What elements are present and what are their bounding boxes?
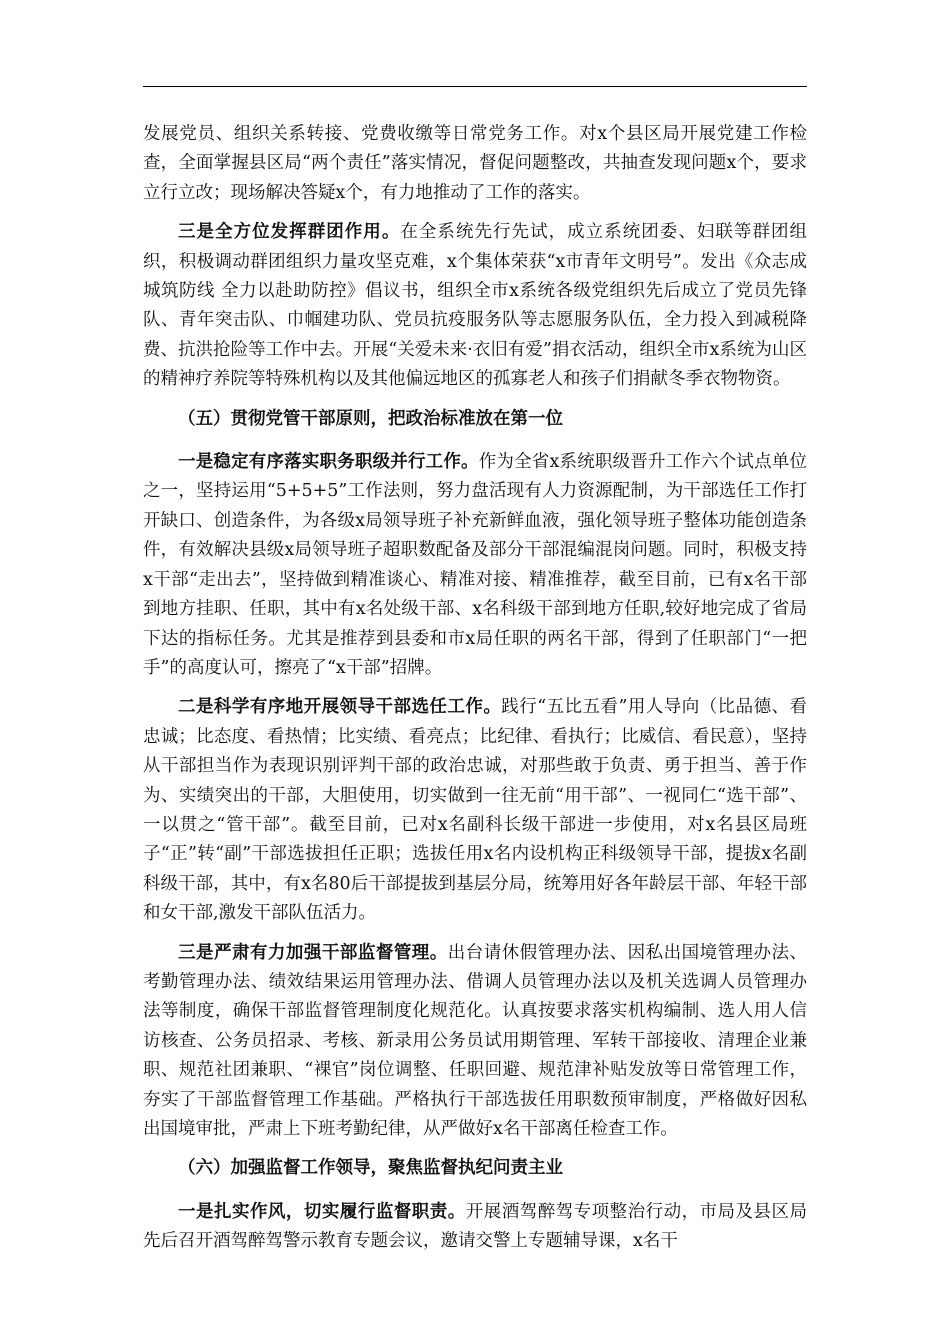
paragraph-lead: 一是稳定有序落实职务职级并行工作。 bbox=[178, 452, 479, 473]
paragraph-lead: 一是扎实作风，切实履行监督职责。 bbox=[178, 1201, 466, 1222]
paragraph-text: 发展党员、组织关系转接、党费收缴等日常党务工作。对x个县区局开展党建工作检查，全面掌握县区局“两个责任”落实情况，督促问题整改，共抽查发现问题x个，要求立行立改；现场解决答疑x个，有力地推动了工作的落实。 bbox=[143, 124, 807, 203]
paragraph-text: 在全系统先行先试，成立系统团委、妇联等群团组织，积极调动群团组织力量攻坚克难，x个集体荣获“x市青年文明号”。发出《众志成城筑防线 全力以赴助防控》倡议书，组织全市x系统各级党组织先后成立了党员先锋队、青年突击队、巾帼建功队、党员抗疫服务队等志愿服务队伍，全力投入到减税降费、抗洪抢险等工作中去。开展“关爱未来·衣旧有爱”捐衣活动，组织全市x系统为山区的精神疗养院等特殊机构以及其他偏远地区的孤寡老人和孩子们捐献冬季衣物物资。 bbox=[143, 222, 808, 390]
paragraph-lead: 三是全方位发挥群团作用。 bbox=[178, 222, 401, 243]
paragraph-party-affairs bbox=[143, 120, 807, 208]
section-heading-five: （五）贯彻党管干部原则，把政治标准放在第一位 bbox=[178, 408, 563, 429]
paragraph-work-style bbox=[143, 1198, 807, 1257]
document-body bbox=[143, 120, 807, 1267]
paragraph-text: 作为全省x系统职级晋升工作六个试点单位之一，坚持运用“5+5+5”工作法则，努力盘活现有人力资源配制，为干部选任工作打开缺口、创造条件，为各级x局领导班子补充新鲜血液，强化领导班子整体功能创造条件，有效解决县级x局领导班子超职数配备及部分干部混编混岗问题。同时，积极支持x干部“走出去”，坚持做到精准谈心、精准对接、精准推荐，截至目前，已有x名干部到地方挂职、任职，其中有x名处级干部、x名科级干部到地方任职,较好地完成了省局下达的指标任务。尤其是推荐到县委和市x局任职的两名干部，得到了任职部门“一把手”的高度认可，擦亮了“x干部”招牌。 bbox=[143, 452, 807, 678]
paragraph-lead: 三是严肃有力加强干部监督管理。 bbox=[178, 942, 448, 963]
section-heading-six: （六）加强监督工作领导，聚焦监督执纪问责主业 bbox=[178, 1158, 563, 1179]
paragraph-cadre-supervision bbox=[143, 939, 807, 1145]
paragraph-text: 开展酒驾醉驾专项整治行动，市局及县区局先后召开酒驾醉驾警示教育专题会议，邀请交警上专题辅导课，x名干 bbox=[143, 1201, 807, 1252]
paragraph-mass-organizations bbox=[143, 218, 807, 394]
paragraph-rank-reform bbox=[143, 448, 807, 683]
paragraph-text: 出台请休假管理办法、因私出国境管理办法、考勤管理办法、绩效结果运用管理办法、借调人员管理办法以及机关选调人员管理办法等制度，确保干部监督管理制度化规范化。认真按要求落实机构编制、选人用人信访核查、公务员招录、考核、新录用公务员试用期管理、军转干部接收、清理企业兼职、规范社团兼职、“裸官”岗位调整、任职回避、规范津补贴发放等日常管理工作，夯实了干部监督管理工作基础。严格执行干部选拔任用职数预审制度，严格做好因私出国境审批，严肃上下班考勤纪律，从严做好x名干部离任检查工作。 bbox=[143, 942, 808, 1139]
header-rule bbox=[143, 86, 807, 87]
paragraph-text: 践行“五比五看”用人导向（比品德、看忠诚；比态度、看热情；比实绩、看亮点；比纪律、看执行；比威信、看民意），坚持从干部担当作为表现识别评判干部的政治忠诚，对那些敢于负责、勇于担当、善于作为、实绩突出的干部，大胆使用，切实做到一往无前“用干部”、一视同仁“选干部”、一以贯之“管干部”。截至目前，已对x名副科长级干部进一步使用，对x名县区局班子“正”转“副”干部选拔担任正职；选拔任用x名内设机构正科级领导干部，提拔x名副科级干部，其中，有x名80后干部提拔到基层分局，统筹用好各年龄层干部、年轻干部和女干部,激发干部队伍活力。 bbox=[143, 697, 807, 924]
paragraph-cadre-selection bbox=[143, 693, 807, 928]
paragraph-lead: 二是科学有序地开展领导干部选任工作。 bbox=[178, 697, 502, 718]
